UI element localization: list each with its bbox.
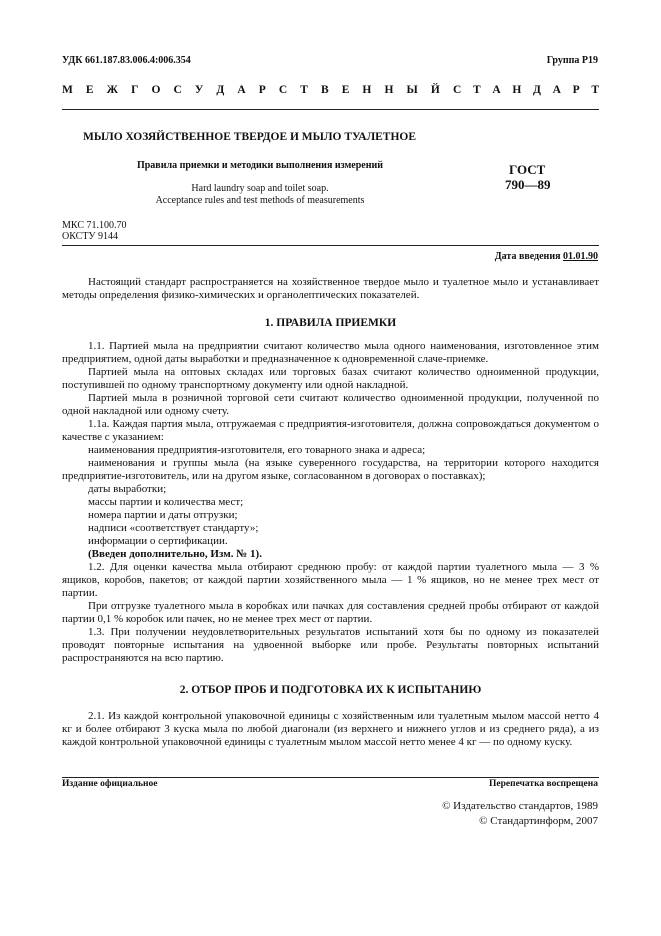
document-title: МЫЛО ХОЗЯЙСТВЕННОЕ ТВЕРДОЕ И МЫЛО ТУАЛЕТНОЕ — [83, 131, 417, 143]
reprint-prohibited-note: Перепечатка воспрещена — [488, 779, 598, 789]
banner-letter: С — [453, 84, 462, 96]
document-subtitle: Правила приемки и методики выполнения измерений — [136, 160, 384, 171]
official-edition-note: Издание официальное — [62, 779, 158, 789]
banner-letter: Й — [430, 84, 440, 96]
effective-date-value: 01.01.90 — [563, 251, 598, 262]
standard-word — [453, 84, 599, 96]
paragraph: 1.2. Для оценки качества мыла отбирают среднюю пробу: от каждой партии туалетного мыла — 3 % ящиков, коробов, пакетов; от каждой партии хозяйственного мыла — 1 % ящиков, но не менее трех мест от партии. — [62, 561, 599, 599]
banner-letter: А — [552, 84, 561, 96]
mks-code: МКС 71.100.70 — [62, 220, 127, 231]
divider — [62, 245, 599, 246]
banner-letter: У — [194, 84, 204, 96]
classification-codes — [62, 220, 126, 242]
banner-letter: С — [278, 84, 288, 96]
banner-letter: М — [62, 84, 73, 96]
gost-label: ГОСТ — [509, 162, 546, 177]
banner-letter: Е — [341, 84, 350, 96]
banner-letter: А — [492, 84, 501, 96]
banner-letter: Н — [362, 84, 372, 96]
copyright-line: © Издательство стандартов, 1989 — [442, 800, 598, 812]
banner-letter: Н — [384, 84, 394, 96]
intro-paragraph — [62, 276, 599, 302]
banner-letter: Ы — [406, 84, 418, 96]
banner-letter: С — [173, 84, 182, 96]
english-title-line1: Hard laundry soap and toilet soap. — [191, 183, 329, 194]
gost-designation — [505, 162, 551, 192]
paragraph: 2.1. Из каждой контрольной упаковочной единицы с хозяйственным или туалетным мылом массой нетто 4 кг и более отбирают 3 куска мыла по любой диагонали (из верхнего и нижнего углов и из среднего ряда), а из каждой контрольной упаковочной единицы с туалетным мылом массой нетто менее 4 кг — по одному куску. — [62, 710, 599, 748]
banner-letter: Г — [131, 84, 139, 96]
banner-letter: О — [151, 84, 161, 96]
divider — [62, 109, 599, 110]
banner-letter: Р — [258, 84, 266, 96]
banner-letter: В — [320, 84, 329, 96]
section-heading: 2. ОТБОР ПРОБ И ПОДГОТОВКА ИХ К ИСПЫТАНИЮ — [179, 684, 482, 696]
section2-body — [62, 710, 599, 749]
interstate-word — [62, 84, 440, 96]
interstate-standard-banner — [62, 84, 599, 96]
banner-letter: Д — [216, 84, 225, 96]
amendment-note: (Введен дополнительно, Изм. № 1). — [88, 548, 262, 560]
list-item: даты выработки; — [88, 483, 167, 495]
list-item: массы партии и количества мест; — [88, 496, 244, 508]
effective-date — [495, 251, 598, 262]
english-title-line2: Acceptance rules and test methods of measurements — [155, 195, 365, 206]
gost-number: 790—89 — [505, 177, 551, 192]
banner-letter: Т — [591, 84, 599, 96]
group-code: Группа Р19 — [546, 55, 598, 66]
udk-code: УДК 661.187.83.006.4:006.354 — [62, 55, 191, 66]
copyright-line: © Стандартинформ, 2007 — [479, 815, 598, 827]
banner-letter: Е — [85, 84, 94, 96]
banner-letter: Д — [533, 84, 541, 96]
list-item: надписи «соответствует стандарту»; — [88, 522, 259, 534]
paragraph: 1.3. При получении неудовлетворительных результатов испытаний хотя бы по одному из показателей проводят повторные испытания на удвоенной выборке или пробе. Результаты повторных испытаний распространяются на всю партию. — [62, 626, 599, 664]
paragraph: 1.1. Партией мыла на предприятии считают количество мыла одного наименования, изготовленное этим предприятием, одной даты выработки и предназначенное к одновременной слаче-приемке. — [62, 340, 599, 365]
section-heading: 1. ПРАВИЛА ПРИЕМКИ — [264, 317, 397, 329]
divider — [62, 777, 599, 778]
banner-letter: Т — [300, 84, 308, 96]
effective-date-label: Дата введения — [494, 251, 563, 262]
banner-letter: Р — [572, 84, 580, 96]
paragraph: 1.1а. Каждая партия мыла, отгружаемая с предприятия-изготовителя, должна сопровождаться документом о качестве с указанием: — [62, 418, 599, 443]
list-item: номера партии и даты отгрузки; — [88, 509, 238, 521]
banner-letter: Т — [473, 84, 481, 96]
list-item: наименования и группы мыла (на языке суверенного государства, на территории которого находится предприятие-изготовитель, или на другом языке, согласованном в договорах о поставках); — [62, 457, 599, 482]
banner-letter: А — [237, 84, 246, 96]
paragraph: При отгрузке туалетного мыла в коробках или пачках для составления средней пробы отбирают от каждой партии 0,1 % коробок или пачек, но не менее трех мест от партии. — [62, 600, 599, 625]
section1-body — [62, 340, 599, 665]
paragraph: Партией мыла на оптовых складах или торговых базах считают количество одноименной продукции, поступившей по одному транспортному документу или одной накладной. — [62, 366, 599, 391]
banner-letter: Н — [512, 84, 522, 96]
banner-letter: Ж — [106, 84, 119, 96]
okstu-code: ОКСТУ 9144 — [62, 231, 119, 242]
paragraph: Настоящий стандарт распространяется на хозяйственное твердое мыло и туалетное мыло и устанавливает методы определения физико-химических и органолептических показателей. — [62, 276, 599, 301]
paragraph: Партией мыла в розничной торговой сети считают количество одноименной продукции, полученной по одной накладной или одному счету. — [62, 392, 599, 417]
list-item: информации о сертификации. — [88, 535, 228, 547]
list-item: наименования предприятия-изготовителя, его товарного знака и адреса; — [88, 444, 426, 456]
